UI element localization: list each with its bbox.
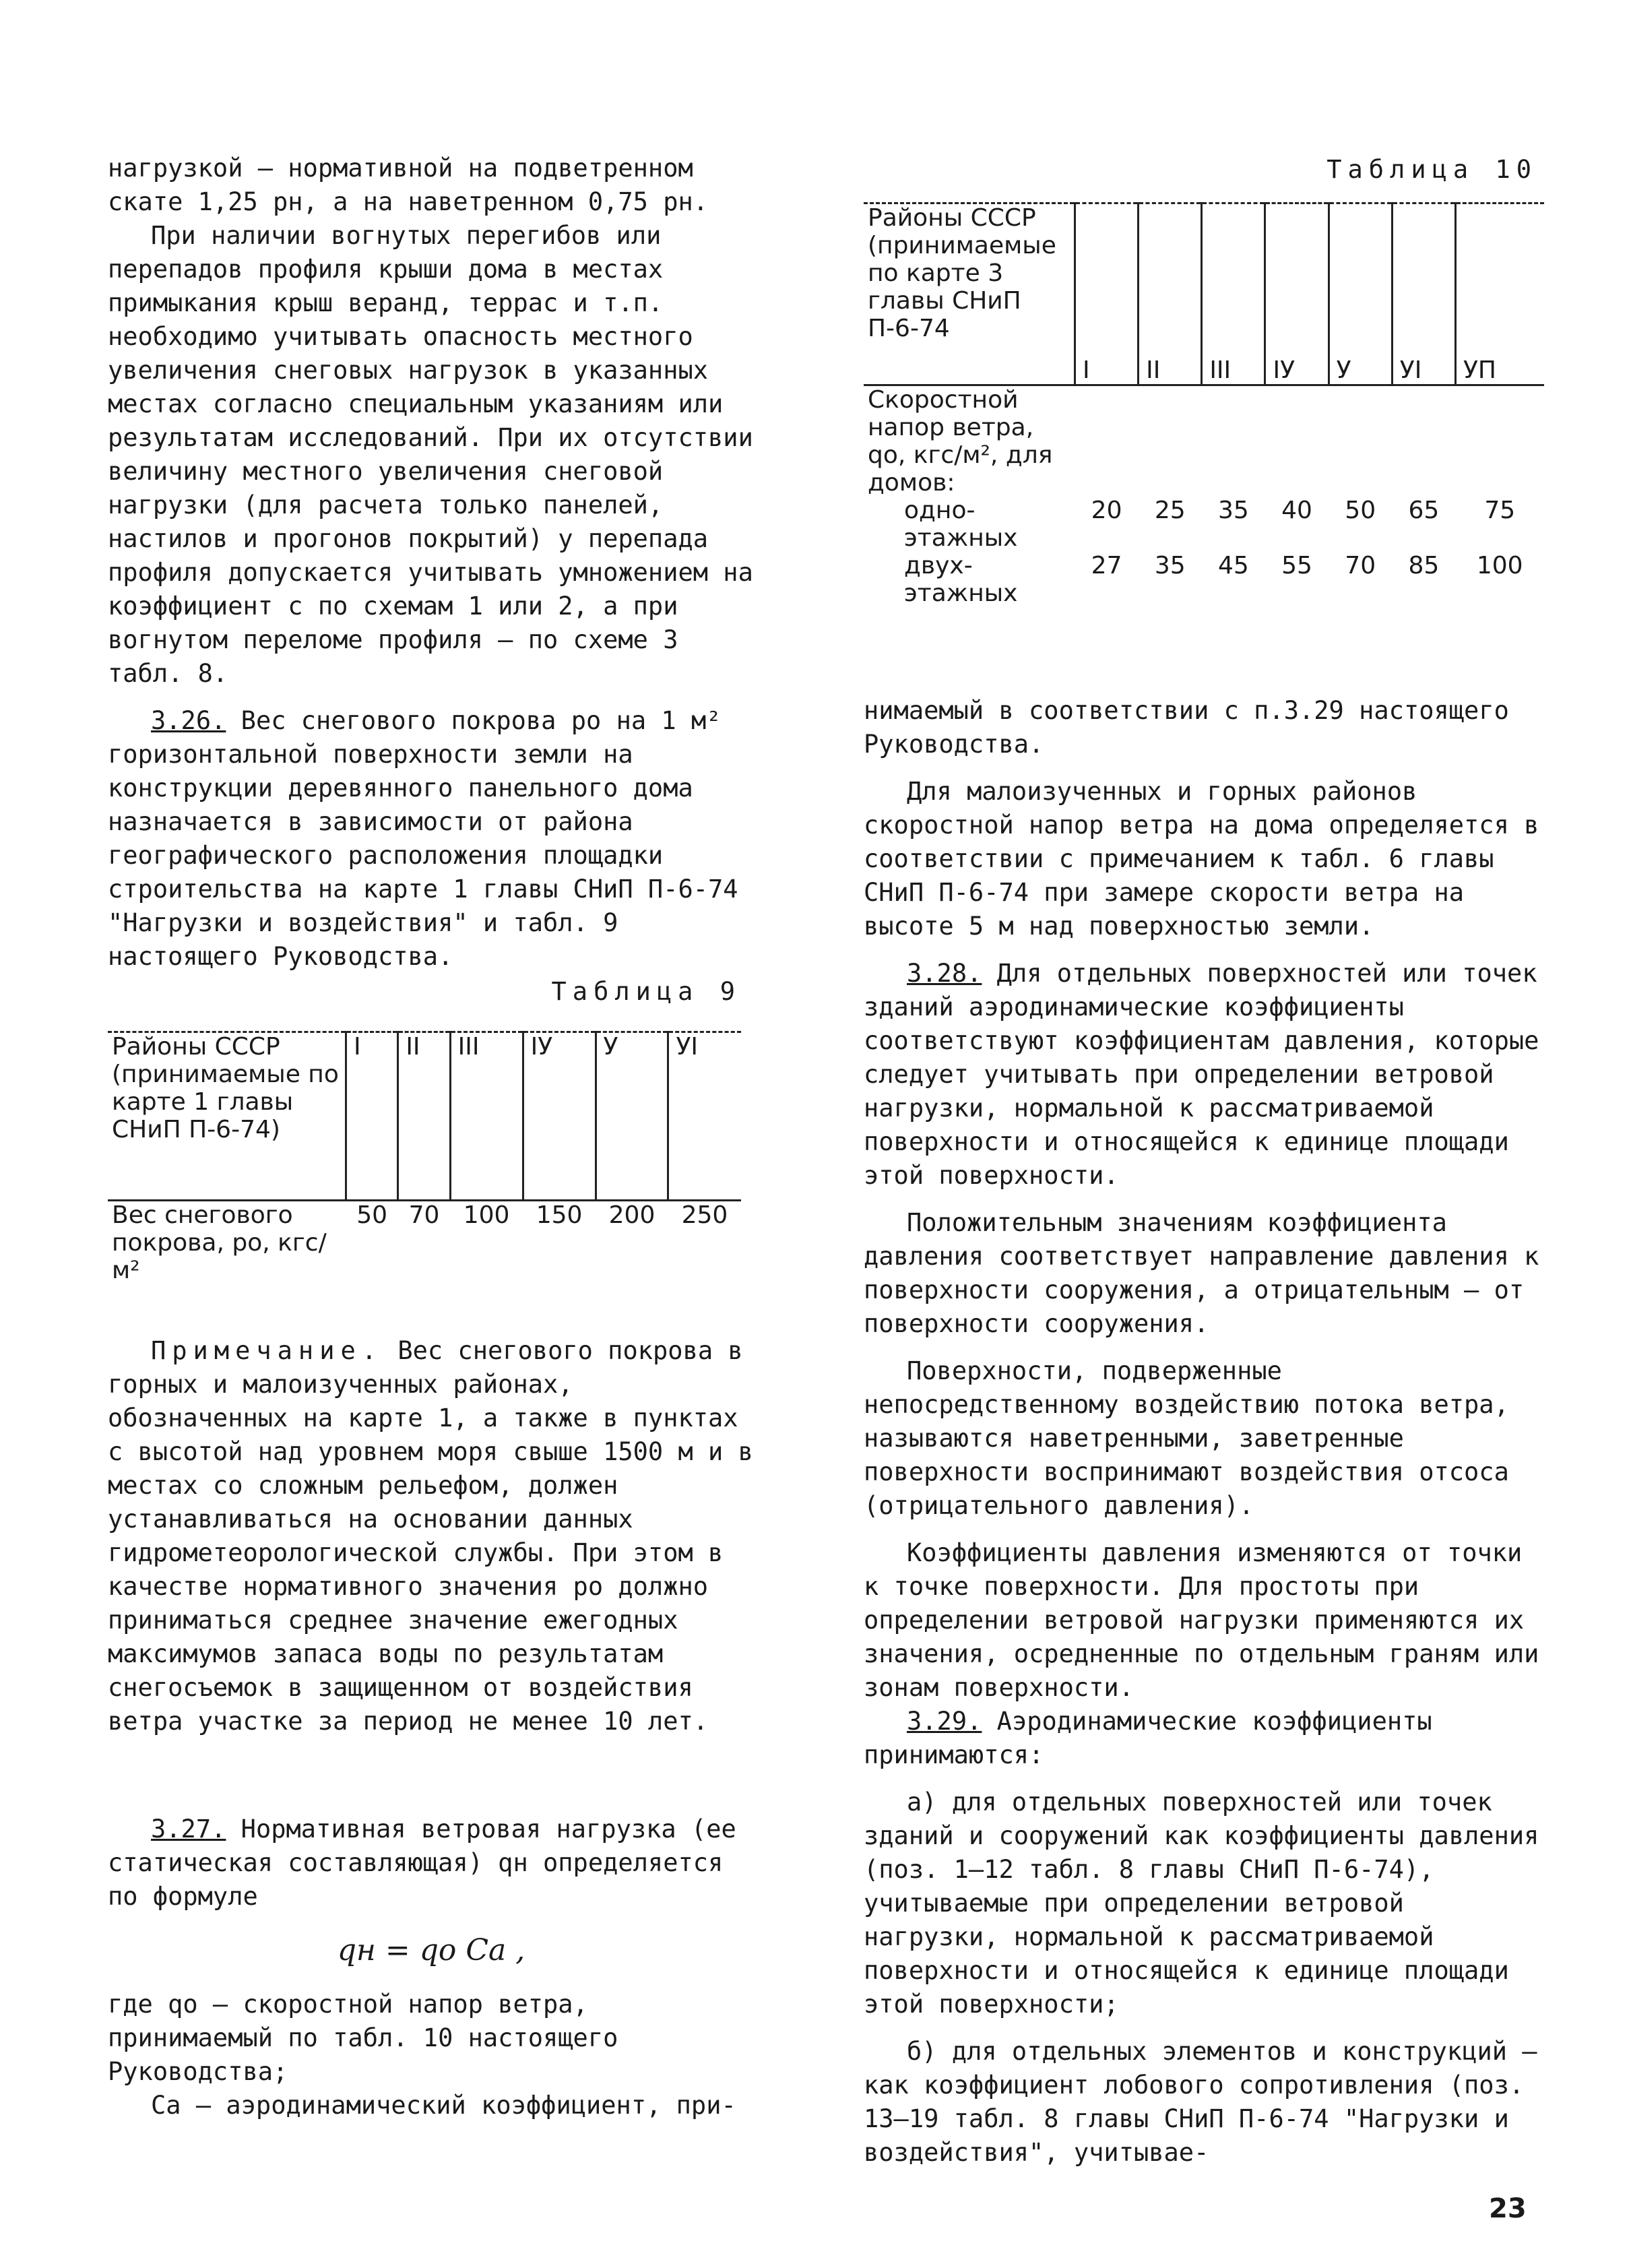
table-9-value: 50 bbox=[356, 1201, 388, 1229]
table-9-value: 150 bbox=[536, 1201, 583, 1229]
table-10-value: 65 bbox=[1408, 497, 1440, 524]
table-10-value: 85 bbox=[1408, 552, 1440, 579]
table-10-region: УП bbox=[1455, 203, 1544, 385]
clause-number-3-29: 3.29. bbox=[907, 1707, 982, 1736]
clause-number-3-28: 3.28. bbox=[907, 959, 982, 988]
table-10-value: 75 bbox=[1484, 497, 1516, 524]
table-10 bbox=[864, 202, 1544, 607]
paragraph-3-28 bbox=[864, 957, 1544, 1193]
table-9-caption: Таблица 9 bbox=[551, 977, 741, 1006]
note-text: Вес снегового покрова в горных и малоизученных районах, обозначенных на карте 1, а также в пунктах с высотой над уровнем моря свыше 1500 м и в местах со сложным рельефом, должен устанавливаться на основании данных гидрометеорологической службы. При этом в качестве нормативного значения pо должно приниматься среднее значение ежегодных максимумов запаса воды по результатам снегосъемок в защищенном от воздействия ветра участке за период не менее 10 лет. bbox=[108, 1336, 753, 1736]
note bbox=[108, 1334, 755, 1738]
page-number: 23 bbox=[1489, 2193, 1527, 2224]
paragraph-3-26 bbox=[108, 704, 755, 974]
left-column-lower bbox=[108, 1334, 755, 2122]
table-10-region: III bbox=[1202, 203, 1265, 385]
paragraph-windward-surfaces: Поверхности, подверженные непосредственному воздействию потока ветра, называются наветренными, заветренные поверхности воспринимают воздействия отсоса (отрицательного давления). bbox=[864, 1356, 1509, 1520]
paragraph-positive-values: Положительным значениям коэффициента давления соответствует направление давления к поверхности сооружения, а отрицательным – от поверхности сооружения. bbox=[864, 1208, 1539, 1338]
clause-text-3-27: Нормативная ветровая нагрузка (ее статическая составляющая) qн определяется по формуле bbox=[108, 1815, 736, 1911]
table-10-value: 27 bbox=[1091, 552, 1122, 579]
table-9-row-label: Вес снегового покрова, pо, кгс/м² bbox=[112, 1201, 327, 1284]
table-9-region: УI bbox=[668, 1032, 741, 1201]
table-10-region: II bbox=[1139, 203, 1202, 385]
paragraph-concave-bends: При наличии вогнутых перегибов или перепадов профиля крыши дома в местах примыкания крыш веранд, террас и т.п. необходимо учитывать опасность местного увеличения снеговых нагрузок в указанных местах согласно специальным указаниям или результатам исследований. При их отсутствии величину местного увеличения снеговой нагрузки (для расчета только панелей, настилов и прогонов покрытий) у перепада профиля допускается учитывать умножением на коэффициент c по схемам 1 или 2, а при вогнутом переломе профиля – по схеме 3 табл. 8. bbox=[108, 221, 753, 688]
table-10-section-label bbox=[864, 385, 1544, 497]
wind-load-formula: qн = qо Cа , bbox=[337, 1933, 525, 1967]
table-9-value: 200 bbox=[608, 1201, 655, 1229]
right-column bbox=[864, 694, 1544, 2170]
table-10-region: У bbox=[1329, 203, 1392, 385]
table-9-region: I bbox=[346, 1032, 398, 1201]
table-10-value: 35 bbox=[1154, 552, 1186, 579]
paragraph-3-29 bbox=[864, 1705, 1544, 1772]
table-9-region: IУ bbox=[523, 1032, 596, 1201]
table-9-header-label: Районы СССР (принимаемые по карте 1 главы СНиП П-6-74) bbox=[108, 1032, 346, 1201]
table-10-region: УI bbox=[1392, 203, 1455, 385]
formula-where-1: где qо – скоростной напор ветра, принимаемый по табл. 10 настоящего Руководства; bbox=[108, 1990, 618, 2086]
paragraph-mountain-regions: Для малоизученных и горных районов скоростной напор ветра на дома определяется в соответствии с примечанием к табл. 6 главы СНиП П-6-74 при замере скорости ветра на высоте 5 м над поверхностью земли. bbox=[864, 777, 1539, 941]
table-10-region: IУ bbox=[1265, 203, 1329, 385]
table-9-value: 70 bbox=[408, 1201, 440, 1229]
table-9-region: III bbox=[450, 1032, 523, 1201]
paragraph-3-27 bbox=[108, 1813, 755, 1914]
paragraph-continuation: нагрузкой – нормативной на подветренном скате 1,25 pн, а на наветренном 0,75 pн. bbox=[108, 154, 709, 216]
list-item-a: а) для отдельных поверхностей или точек зданий и сооружений как коэффициенты давления (поз. 1–12 табл. 8 главы СНиП П-6-74), учитываемые при определении ветровой нагрузки, нормальной к рассматриваемой поверхности и относящейся к единице площади этой поверхности; bbox=[864, 1788, 1539, 2019]
left-column bbox=[108, 152, 755, 974]
table-10-region: I bbox=[1075, 203, 1139, 385]
paragraph-continuation-right: нимаемый в соответствии с п.3.29 настоящего Руководства. bbox=[864, 696, 1509, 759]
table-10-value: 70 bbox=[1345, 552, 1376, 579]
clause-number-3-27: 3.27. bbox=[151, 1815, 226, 1844]
table-10-value: 35 bbox=[1217, 497, 1249, 524]
table-10-value: 100 bbox=[1476, 552, 1523, 579]
table-9 bbox=[108, 1031, 741, 1284]
note-label: Примечание. bbox=[151, 1336, 383, 1365]
table-10-section-text: Скоростной напор ветра, qо, кгс/м², для домов: bbox=[868, 386, 1053, 497]
table-10-caption: Таблица 10 bbox=[1326, 155, 1537, 184]
table-10-value: 50 bbox=[1345, 497, 1376, 524]
table-10-value: 45 bbox=[1217, 552, 1249, 579]
table-9-region: II bbox=[398, 1032, 450, 1201]
clause-text-3-28: Для отдельных поверхностей или точек зданий аэродинамические коэффициенты соответствуют коэффициентам давления, которые следует учитывать при определении ветровой нагрузки, нормальной к рассматриваемой поверхности и относящейся к единице площади этой поверхности. bbox=[864, 959, 1539, 1190]
table-10-header-label: Районы СССР (принимаемые по карте 3 главы СНиП П-6-74 bbox=[864, 203, 1075, 385]
table-10-row-label: одно-этажных bbox=[904, 497, 1018, 552]
table-10-value: 40 bbox=[1281, 497, 1312, 524]
table-9-region: У bbox=[596, 1032, 668, 1201]
table-9-value: 100 bbox=[463, 1201, 510, 1229]
table-10-row-label: двух-этажных bbox=[904, 552, 1018, 607]
clause-text-3-26: Вес снегового покрова pо на 1 м² горизонтальной поверхности земли на конструкции деревянного панельного дома назначается в зависимости от района географического расположения площадки строительства на карте 1 главы СНиП П-6-74 "Нагрузки и воздействия" и табл. 9 настоящего Руководства. bbox=[108, 706, 738, 971]
table-10-value: 20 bbox=[1091, 497, 1122, 524]
clause-number-3-26: 3.26. bbox=[151, 706, 226, 735]
clause-text-3-29: Аэродинамические коэффициенты принимаются: bbox=[864, 1707, 1432, 1769]
table-10-value: 25 bbox=[1154, 497, 1186, 524]
list-item-b: б) для отдельных элементов и конструкций – как коэффициент лобового сопротивления (поз. 13–19 табл. 8 главы СНиП П-6-74 "Нагрузки и воздействия", учитывае- bbox=[864, 2037, 1537, 2167]
table-9-value: 250 bbox=[681, 1201, 728, 1229]
paragraph-pressure-coefficients: Коэффициенты давления изменяются от точки к точке поверхности. Для простоты при определении ветровой нагрузки применяются их значения, осредненные по отдельным граням или зонам поверхности. bbox=[864, 1538, 1539, 1702]
formula-where-2: Cа – аэродинамический коэффициент, при- bbox=[151, 2091, 736, 2120]
table-10-value: 55 bbox=[1281, 552, 1312, 579]
